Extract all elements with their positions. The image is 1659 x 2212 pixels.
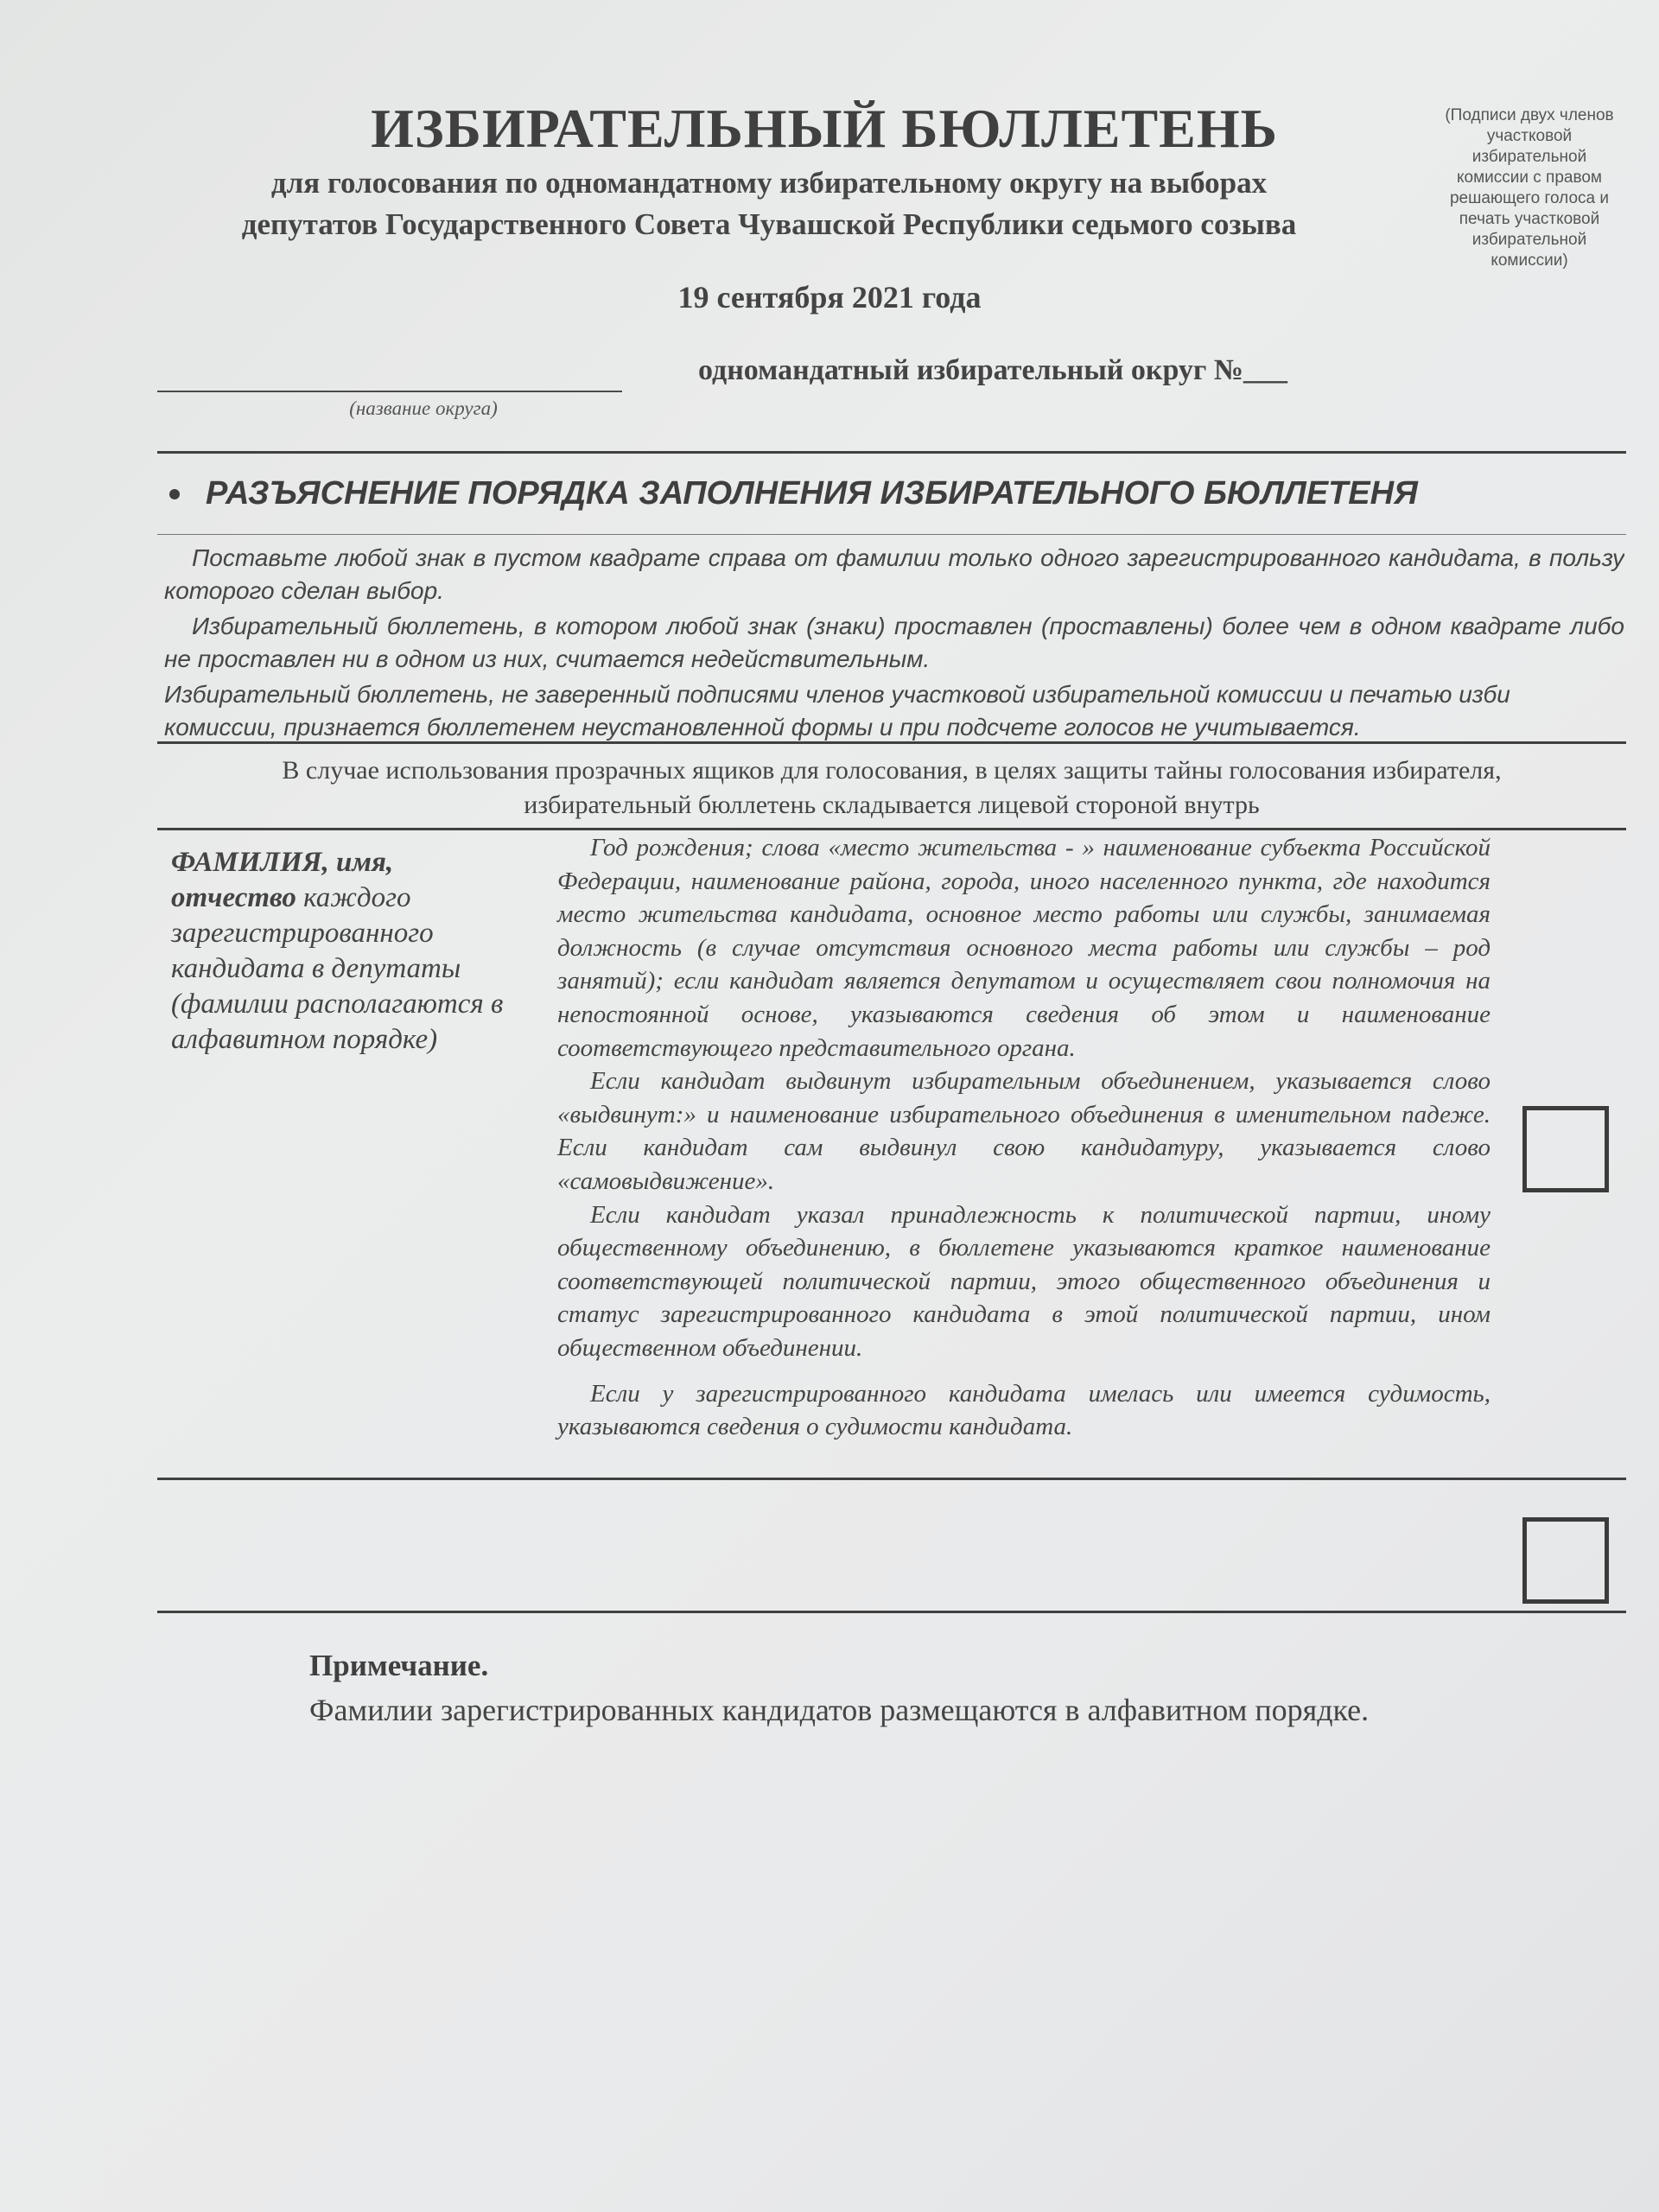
candidate-info-template (557, 831, 1491, 1444)
subtitle-line-1: для голосования по одномандатному избирательному округу на выборах (270, 166, 1268, 200)
divider-candidates-top (157, 828, 1626, 830)
divider-candidate-row (157, 1478, 1626, 1480)
vote-checkbox-candidate-2[interactable] (1522, 1517, 1609, 1604)
divider-instructions-bottom (157, 741, 1626, 744)
instruction-paragraph-2: Избирательный бюллетень, в котором любой знак (знаки) проставлен (проставлены) более чем в одном квадрате либо не проставлен ни в одном из них, считается недействительным. (164, 613, 1624, 672)
instruction-paragraph-3-line-2: комиссии, признается бюллетенем неустановленной формы и при подсчете голосов не учитывается. (164, 714, 1361, 741)
candidate-name-template (171, 845, 534, 1058)
transparent-note-line-2: избирательный бюллетень складывается лицевой стороной внутрь (524, 791, 1260, 819)
district-number-label: одномандатный избирательный округ №___ (698, 354, 1288, 386)
divider-top (157, 451, 1626, 454)
candidate-info-paragraph-4: Если у зарегистрированного кандидата имелась или имеется судимость, указываются сведения о судимости кандидата. (557, 1379, 1491, 1441)
transparent-note-line-1: В случае использования прозрачных ящиков для голосования, в целях защиты тайны голосования избирателя, (282, 756, 1502, 785)
divider-instructions (157, 534, 1626, 535)
candidate-name-description: каждого зарегистрированного кандидата в депутаты (фамилии располагаются в алфавитном порядке) (171, 882, 504, 1055)
instruction-paragraph-1: Поставьте любой знак в пустом квадрате справа от фамилии только одного зарегистрированного кандидата, в пользу которого сделан выбор. (164, 544, 1624, 604)
instructions-heading-text: РАЗЪЯСНЕНИЕ ПОРЯДКА ЗАПОЛНЕНИЯ ИЗБИРАТЕЛЬНОГО БЮЛЛЕТЕНЯ (206, 475, 1418, 512)
divider-candidates-bottom (157, 1611, 1626, 1613)
candidate-info-paragraph-1: Год рождения; слова «место жительства - » наименование субъекта Российской Федерации, наименование района, города, иного населенного пункта, где находится место жительства кандидата, основное место работы или службы, занимаемая должность (в случае отсутствия основного места работы или службы – род занятий); если кандидат является депутатом и осуществляет свои полномочия на непостоянной основе, указываются сведения об этом и наименование соответствующего представительного органа. (557, 834, 1491, 1062)
transparent-box-note (157, 753, 1626, 823)
note-label: Примечание. (309, 1649, 489, 1682)
ballot-title-text: ИЗБИРАТЕЛЬНЫЙ БЮЛЛЕТЕНЬ (371, 98, 1278, 159)
signature-stamp-note: (Подписи двух членов участковой избирательной комиссии с правом решающего голоса и печать участковой избирательной комиссии) (1445, 106, 1614, 270)
ballot-subtitle (164, 162, 1374, 245)
election-date: 19 сентября 2021 года (677, 280, 982, 315)
ballot-title (0, 97, 1659, 161)
subtitle-line-2: депутатов Государственного Совета Чувашской Республики седьмого созыва (241, 207, 1297, 241)
candidate-patronymic-label: отчество (171, 882, 296, 913)
instructions-heading (169, 475, 1418, 512)
candidate-info-paragraph-3: Если кандидат указал принадлежность к политической партии, иному общественному объединению, в бюллетене указываются краткое наименование соответствующей политической партии, этого общественного объединения и статус зарегистрированного кандидата в этой политической партии, ином общественном объединении. (557, 1200, 1491, 1362)
note-text: Фамилии зарегистрированных кандидатов размещаются в алфавитном порядке. (309, 1693, 1370, 1727)
instruction-paragraph-3 (164, 678, 1630, 744)
candidate-surname-label: ФАМИЛИЯ, имя, (171, 847, 394, 878)
instruction-paragraph-3-line-1: Избирательный бюллетень, не заверенный подписями членов участковой избирательной комиссии и печатью изби (164, 681, 1510, 708)
district-name-caption: (название округа) (349, 397, 498, 419)
district-name-line (157, 391, 622, 392)
vote-checkbox-candidate-1[interactable] (1522, 1106, 1609, 1192)
candidate-info-paragraph-2: Если кандидат выдвинут избирательным объединением, указывается слово «выдвинут:» и наименование избирательного объединения в именительном падеже. Если кандидат сам выдвинул свою кандидатуру, указывается слово «самовыдвижение». (557, 1067, 1491, 1195)
bullet-icon (169, 489, 180, 499)
